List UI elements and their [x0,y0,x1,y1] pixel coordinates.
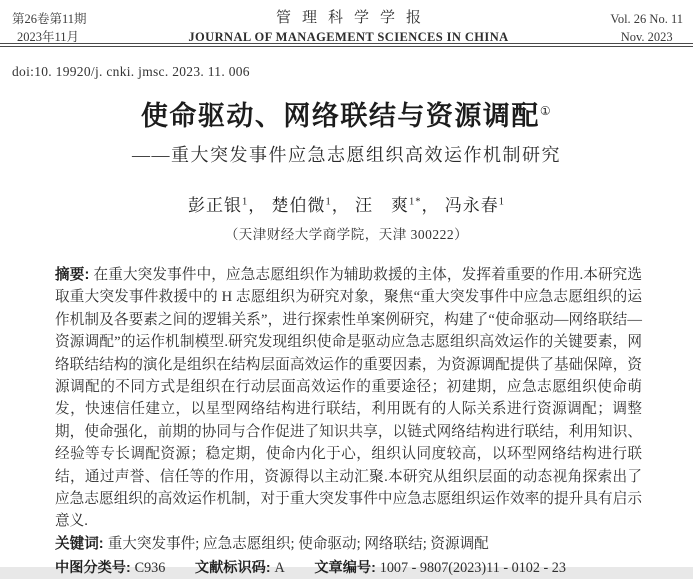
keywords-line [55,533,642,555]
paper-subtitle: ——重大突发事件应急志愿组织高效运作机制研究 [132,145,561,165]
volume-issue: 第26卷第11期 [12,12,87,26]
affiliation: （天津财经大学商学院，天津 300222） [224,227,469,242]
article-id-value: 1007 - 9807(2023)11 - 0102 - 23 [379,559,566,576]
keywords-label: 关键词: [55,536,108,553]
issue-date-cn: 2023年11月 [17,30,80,44]
author: 彭正银$^1$， [188,196,267,215]
clc-item [55,560,165,576]
abstract-label: 摘要: [55,267,94,283]
clc-label: 中图分类号: [55,559,135,576]
doc-code-value: A [274,559,285,576]
paper-title-text: 使命驱动、网络联结与资源调配 [140,101,540,131]
journal-header [0,0,693,42]
author: 冯永春$^1$ [444,196,505,215]
abstract-paragraph [55,264,642,533]
clc-value: C936 [134,559,166,576]
doc-code-item [195,560,285,576]
author: 楚伯微$^1$， [271,196,350,215]
journal-title-block [87,9,611,46]
title-footnote-mark: ① [539,104,553,118]
author-line [0,191,693,216]
volume-issue-en: Vol. 26 No. 11 [610,12,683,26]
doc-code-label: 文献标识码: [194,559,275,576]
journal-title-en: JOURNAL OF MANAGEMENT SCIENCES IN CHINA [188,30,509,44]
paper-title [0,100,693,132]
article-id-label: 文章编号: [314,559,380,576]
author: 汪 爽$^{1*}$， [355,196,440,215]
doi-line: doi:10. 19920/j. cnki. jmsc. 2023. 11. 006 [12,64,250,79]
front-matter [55,264,642,579]
volume-issue-block [12,10,87,46]
volume-issue-en-block [610,10,683,46]
journal-title-cn: 管理科学学报 [275,10,432,26]
article-id-item [314,560,566,576]
keywords-text: 重大突发事件; 应急志愿组织; 使命驱动; 网络联结; 资源调配 [107,536,489,553]
abstract-text: 在重大突发事件中，应急志愿组织作为辅助救援的主体，发挥着重要的作用.本研究选取重大突发事件救援中的 H 志愿组织为研究对象，聚焦“重大突发事件中应急志愿组织的运作机制及各要素之间的逻辑关系”，进行探索性单案例研究，构建了“使命驱动—网络联结—资源调配”的运作机制模型.研究发现组织使命是驱动应急志愿组织高效运作的关键要素，网络联结结构的演化是组织在结构层面高效运作的重要因素，为资源调配提供了基础保障，资源调配的不同方式是组织在行动层面高效运作的重要途径；初建期，应急志愿组织使命萌发，快速信任建立，以星型网络结构进行联结，利用既有的人际关系进行资源调配；调整期，使命强化，前期的协同与合作促进了知识共享，以链式网络结构进行联结，利用知识、经验等专长调配资源；稳定期，使命内化于心，组织认同度较高，以环型网络结构进行联结，通过声誉、信任等的作用，资源得以主动汇聚.本研究从组织层面的动态视角探索出了应急志愿组织的高效运作机制，对于重大突发事件中应急志愿组织运作效率的提升具有启示意义. [55,267,642,530]
issue-date-en: Nov. 2023 [620,30,673,44]
classification-line [55,557,642,579]
